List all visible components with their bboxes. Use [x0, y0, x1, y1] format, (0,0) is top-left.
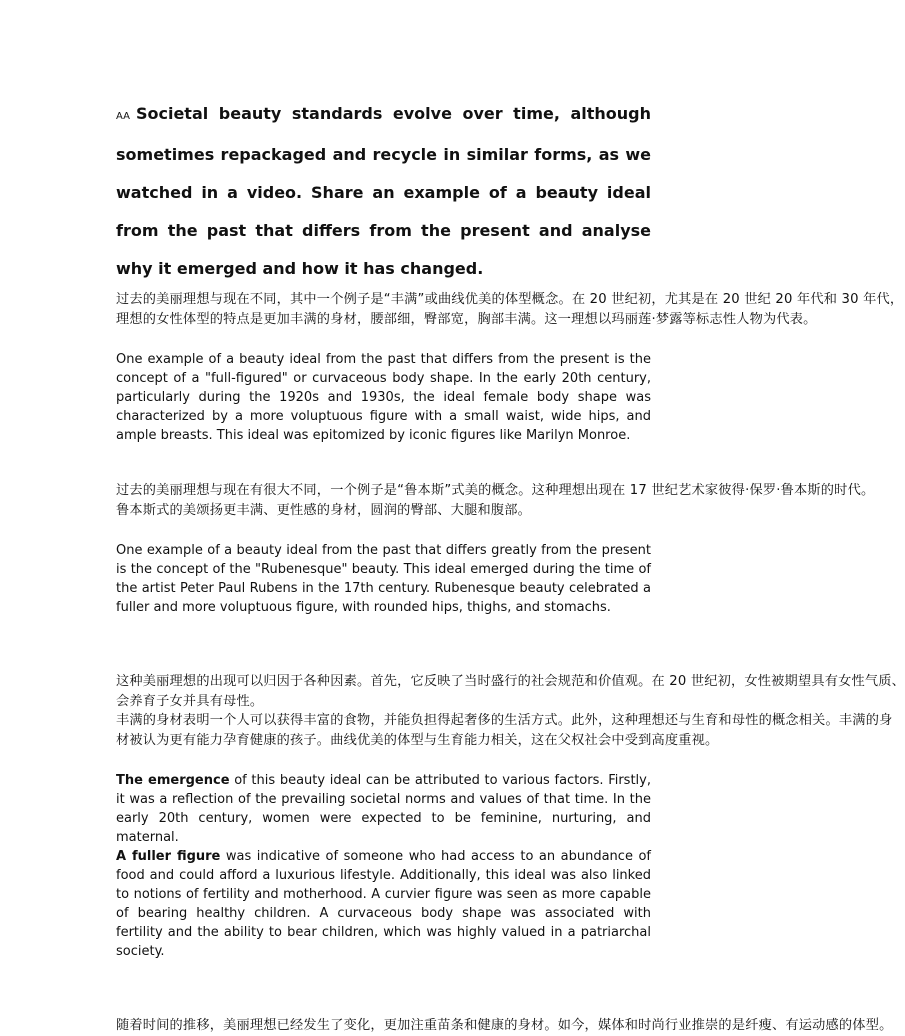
chinese-paragraph-3 — [116, 672, 905, 750]
chinese-paragraph-4 — [116, 1016, 893, 1036]
prompt-paragraph — [116, 95, 651, 288]
chinese-line: 丰满的身材表明一个人可以获得丰富的食物，并能负担得起奢侈的生活方式。此外，这种理想还与生育和母性的概念相关。丰满的身 — [116, 713, 893, 728]
english-paragraph-3b — [116, 847, 651, 961]
chinese-line: 过去的美丽理想与现在不同，其中一个例子是“丰满”或曲线优美的体型概念。在 20 世纪初，尤其是在 20 世纪 20 年代和 30 年代， — [116, 292, 904, 307]
document-page — [116, 95, 905, 1036]
chinese-line: 这种美丽理想的出现可以归因于各种因素。首先，它反映了当时盛行的社会规范和价值观。在 20 世纪初，女性被期望具有女性气质、 — [116, 674, 905, 689]
chinese-paragraph-1 — [116, 290, 904, 329]
paragraph-text: of this beauty ideal can be attributed to various factors. Firstly, it was a reflection of the prevailing societal norms and values of that time. In the early 20th century, women were expected to be feminine, nurturing, and maternal. — [116, 773, 651, 845]
english-paragraph-1: One example of a beauty ideal from the past that differs from the present is the concept of a "full-figured" or curvaceous body shape. In the early 20th century, particularly during the 1920s and 1930s, the ideal female body shape was characterized by a more voluptuous figure with a small waist, wide hips, and ample breasts. This ideal was epitomized by iconic figures like Marilyn Monroe. — [116, 352, 651, 443]
chinese-line: 会养育子女并具有母性。 — [116, 693, 264, 709]
paragraph-text: was indicative of someone who had access to an abundance of food and could afford a luxurious lifestyle. Additionally, this ideal was also linked to notions of fertility and motherhood. A curvier figure was seen as more capable of bearing healthy children. A curvaceous body shape was associated with fertility and the ability to bear children, which was highly valued in a patriarchal society. — [116, 849, 651, 959]
chinese-line: 鲁本斯式的美颂扬更丰满、更性感的身材，圆润的臀部、大腿和腹部。 — [116, 502, 532, 518]
prompt-marker: AA — [116, 111, 130, 122]
chinese-line: 理想的女性体型的特点是更加丰满的身材，腰部细，臀部宽，胸部丰满。这一理想以玛丽莲·梦露等标志性人物为代表。 — [116, 311, 817, 327]
prompt-text: Societal beauty standards evolve over time, although sometimes repackaged and recycle in similar forms, as we watched in a video. Share an example of a beauty ideal from the past that differs from the present and analyse why it emerged and how it has changed. — [116, 104, 651, 278]
english-paragraph-3a — [116, 771, 651, 847]
chinese-line: 材被认为更有能力孕育健康的孩子。曲线优美的体型与生育能力相关，这在父权社会中受到高度重视。 — [116, 732, 719, 748]
chinese-line: 随着时间的推移，美丽理想已经发生了变化，更加注重苗条和健康的身材。如今，媒体和时尚行业推崇的是纤瘦、有运动感的体型。 — [116, 1018, 893, 1033]
bold-lead-fuller-figure: A fuller figure — [116, 849, 221, 864]
bold-lead-emergence: The emergence — [116, 773, 230, 788]
chinese-paragraph-2 — [116, 481, 875, 520]
english-paragraph-2: One example of a beauty ideal from the past that differs greatly from the present is the concept of the "Rubenesque" beauty. This ideal emerged during the time of the artist Peter Paul Rubens in the 17th century. Rubenesque beauty celebrated a fuller and more voluptuous figure, with rounded hips, thighs, and stomachs. — [116, 543, 651, 615]
chinese-line: 过去的美丽理想与现在有很大不同，一个例子是“鲁本斯”式美的概念。这种理想出现在 17 世纪艺术家彼得·保罗·鲁本斯的时代。 — [116, 483, 875, 498]
